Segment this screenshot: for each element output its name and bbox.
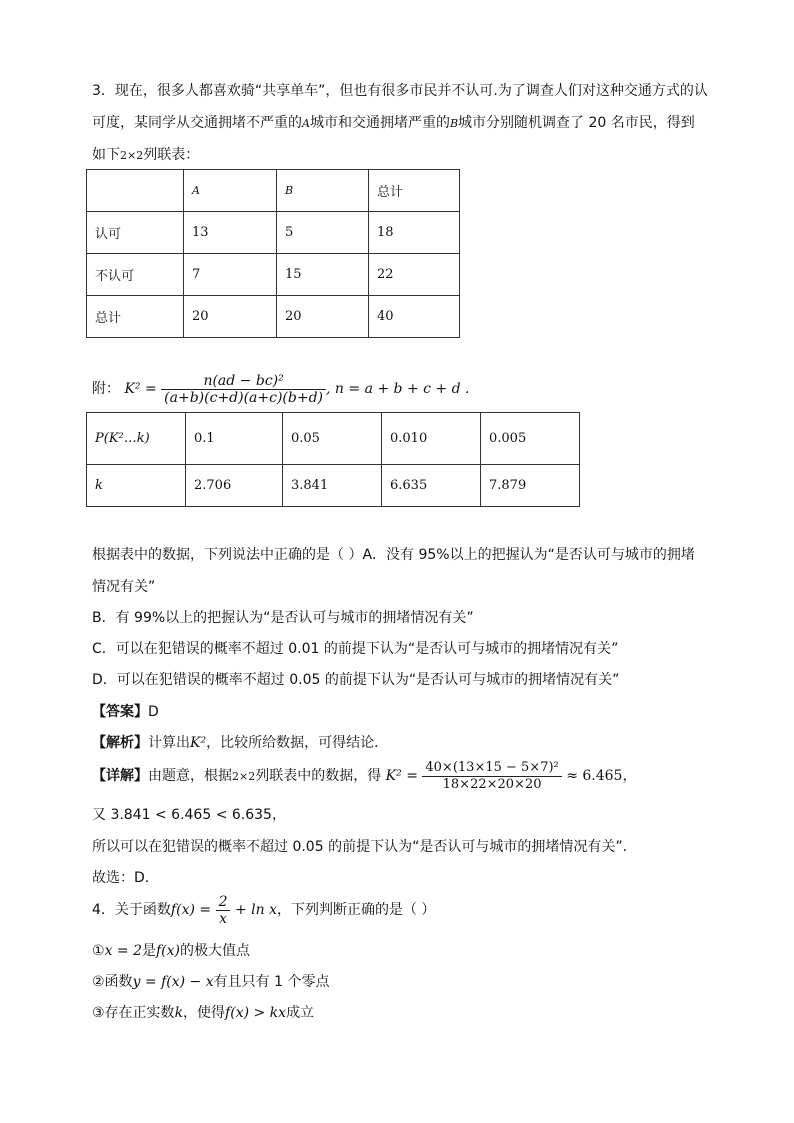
table-cell: 15	[277, 254, 369, 296]
q4-function-lhs: f(x) =	[170, 902, 212, 918]
q3-line-3-text-a: 如下	[92, 147, 120, 163]
formula-line	[92, 372, 469, 406]
table-cell: 22	[369, 254, 460, 296]
q3-line-1-text: 3．现在，很多人都喜欢骑“共享单车”，但也有很多市民并不认可.为了调查人们对这种交通方式的认	[92, 83, 708, 99]
q4-fraction	[216, 894, 231, 927]
analysis-text-b: ，比较所给数据，可得结论．	[206, 735, 389, 751]
answer-line	[92, 703, 159, 721]
option-c: C．可以在犯错误的概率不超过 0.01 的前提下认为“是否认可与城市的拥堵情况有关”	[92, 641, 619, 657]
item-3-text-b: ，使得	[183, 1005, 226, 1021]
detail-line-2: 又 3.841 < 6.465 < 6.635，	[92, 807, 286, 823]
detail-line-3: 所以可以在犯错误的概率不超过 0.05 的前提下认为“是否认可与城市的拥堵情况有关”.	[92, 839, 628, 855]
question-stem: 根据表中的数据，下列说法中正确的是（ ）A．没有 95%以上的把握认为“是否认可与城市的拥堵	[92, 547, 695, 563]
table-header-row	[87, 170, 460, 212]
detail-tail: ，	[622, 768, 637, 784]
q3-line-3	[92, 146, 199, 165]
table-cell: 0.005	[481, 413, 580, 465]
analysis-label: 【解析】	[92, 735, 148, 751]
item-3-k: k	[174, 1005, 184, 1021]
header-cell: A	[184, 170, 277, 212]
table-cell: 7.879	[481, 465, 580, 507]
city-b-symbol: B	[449, 117, 459, 130]
formula-denominator: (a+b)(c+d)(a+c)(b+d)	[164, 389, 324, 406]
detail-text-a: 由题意，根据	[148, 768, 232, 784]
table-cell: 5	[277, 212, 369, 254]
q3-line-2-text-a: 可度，某同学从交通拥堵不严重的	[92, 115, 302, 131]
table-row	[87, 296, 460, 338]
item-2-text-b: 有且只有 1 个零点	[213, 974, 330, 990]
detail-line-4: 故选：D.	[92, 870, 150, 886]
table-cell: 3.841	[283, 465, 382, 507]
table-row	[87, 254, 460, 296]
k2-fraction	[422, 760, 561, 793]
formula-suffix: , n = a + b + c + d .	[326, 381, 470, 397]
item-1-fx: f(x)	[156, 943, 181, 959]
item-3-math: f(x) > kx	[225, 1005, 287, 1021]
q3-line-2-text-c: 城市分别随机调查了 20 名市民，得到	[458, 115, 695, 131]
answer-label: 【答案】	[92, 704, 148, 720]
q3-line-3-text-b: 列联表：	[143, 147, 200, 163]
item-3-text-c: 成立	[286, 1005, 315, 1021]
q4-item-3	[92, 1004, 314, 1022]
detail-label: 【详解】	[92, 768, 148, 784]
q4-item-2	[92, 973, 329, 991]
table-row	[87, 212, 460, 254]
q4-stem-text-a: 4．关于函数	[92, 902, 171, 918]
table-cell: 13	[184, 212, 277, 254]
table-size-symbol: 2×2	[120, 149, 144, 162]
q3-line-2	[92, 114, 695, 133]
table-cell: 0.1	[186, 413, 283, 465]
analysis-text-a: 计算出	[148, 735, 190, 751]
table-cell: 6.635	[382, 465, 481, 507]
k2-numerator: 40×(13×15 − 5×7)²	[422, 760, 561, 777]
table-cell: 20	[277, 296, 369, 338]
table-cell: 0.010	[382, 413, 481, 465]
k2-equation-lhs: K² =	[385, 768, 418, 784]
header-cell: 总计	[369, 170, 460, 212]
q4-ln-term: + ln x	[234, 902, 277, 918]
q4-fraction-denominator: x	[219, 910, 227, 927]
city-a-symbol: A	[302, 117, 310, 130]
q4-stem	[92, 892, 435, 928]
formula-prefix: 附：	[92, 381, 120, 397]
item-1-text-a: 是	[142, 943, 156, 959]
item-1-text-b: 的极大值点	[180, 943, 251, 959]
row-label: 不认可	[87, 254, 184, 296]
detail-line	[92, 758, 636, 795]
k2-denominator: 18×22×20×20	[442, 776, 542, 792]
table-cell: 40	[369, 296, 460, 338]
k2-approx-value: ≈ 6.465	[566, 768, 623, 784]
q4-item-1	[92, 942, 250, 960]
table-size-symbol: 2×2	[232, 770, 256, 783]
formula-fraction	[161, 373, 326, 406]
header-cell	[87, 170, 184, 212]
q4-stem-text-b: ，下列判断正确的是（ ）	[276, 902, 436, 918]
item-2-text-a: ②函数	[92, 974, 133, 990]
k2-symbol: K²	[190, 735, 207, 751]
option-b: B．有 99%以上的把握认为“是否认可与城市的拥堵情况有关”	[92, 610, 474, 626]
table-cell: 2.706	[186, 465, 283, 507]
answer-value: D	[148, 704, 159, 720]
probability-row	[87, 413, 580, 465]
table-cell: 18	[369, 212, 460, 254]
item-1-math: x = 2	[104, 943, 142, 959]
item-1-marker: ①	[92, 943, 105, 959]
option-d: D．可以在犯错误的概率不超过 0.05 的前提下认为“是否认可与城市的拥堵情况有关”	[92, 672, 620, 688]
row-label: P(K²…k)	[87, 413, 186, 465]
table-cell: 20	[184, 296, 277, 338]
formula-lhs: K² =	[124, 381, 157, 397]
analysis-line	[92, 734, 388, 752]
critical-value-table	[86, 412, 580, 507]
table-cell: 7	[184, 254, 277, 296]
row-label: 总计	[87, 296, 184, 338]
row-label: 认可	[87, 212, 184, 254]
question-stem-continued: 情况有关”	[92, 579, 156, 595]
q4-fraction-numerator: 2	[216, 894, 231, 911]
formula-numerator: n(ad − bc)²	[161, 373, 326, 390]
q3-line-2-text-b: 城市和交通拥堵严重的	[309, 115, 450, 131]
detail-text-b: 列联表中的数据，得	[255, 768, 382, 784]
contingency-table	[86, 169, 460, 338]
q3-line-1	[92, 82, 708, 100]
item-3-text-a: ③存在正实数	[92, 1005, 175, 1021]
item-2-math: y = f(x) − x	[132, 974, 214, 990]
table-cell: 0.05	[283, 413, 382, 465]
header-cell: B	[277, 170, 369, 212]
row-label: k	[87, 465, 186, 507]
k-row	[87, 465, 580, 507]
